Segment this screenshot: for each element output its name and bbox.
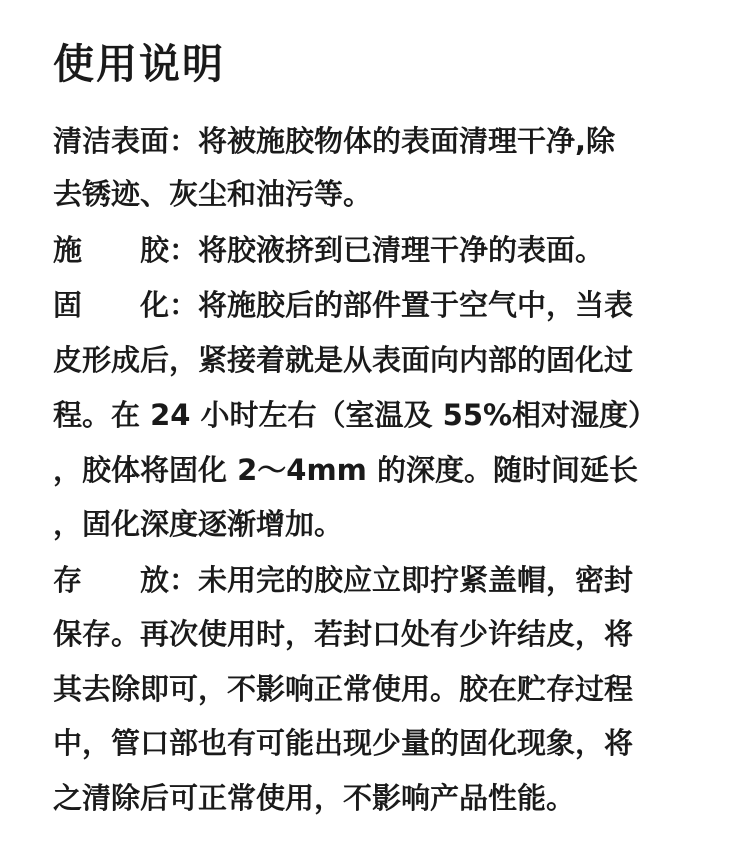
text-line: 之清除后可正常使用，不影响产品性能。 <box>53 781 576 815</box>
text-line: 皮形成后，紧接着就是从表面向内部的固化过 <box>53 343 634 377</box>
text-line: ，胶体将固化 2～4mm 的深度。随时间延长 <box>53 453 638 487</box>
text-line: 程。在 24 小时左右（室温及 55%相对湿度） <box>53 398 658 432</box>
text-line: 中，管口部也有可能出现少量的固化现象，将 <box>53 726 634 760</box>
text-line: 固 化：将施胶后的部件置于空气中，当表 <box>53 288 634 322</box>
text-line: 存 放：未用完的胶应立即拧紧盖帽，密封 <box>53 563 634 597</box>
text-line: ，固化深度逐渐增加。 <box>53 507 344 541</box>
text-line: 去锈迹、灰尘和油污等。 <box>53 177 373 211</box>
page-title: 使用说明 <box>53 40 225 88</box>
text-line: 清洁表面：将被施胶物体的表面清理干净,除 <box>53 124 616 158</box>
text-line: 其去除即可，不影响正常使用。胶在贮存过程 <box>53 672 634 706</box>
text-line: 保存。再次使用时，若封口处有少许结皮，将 <box>53 617 634 651</box>
text-line: 施 胶：将胶液挤到已清理干净的表面。 <box>53 233 605 267</box>
